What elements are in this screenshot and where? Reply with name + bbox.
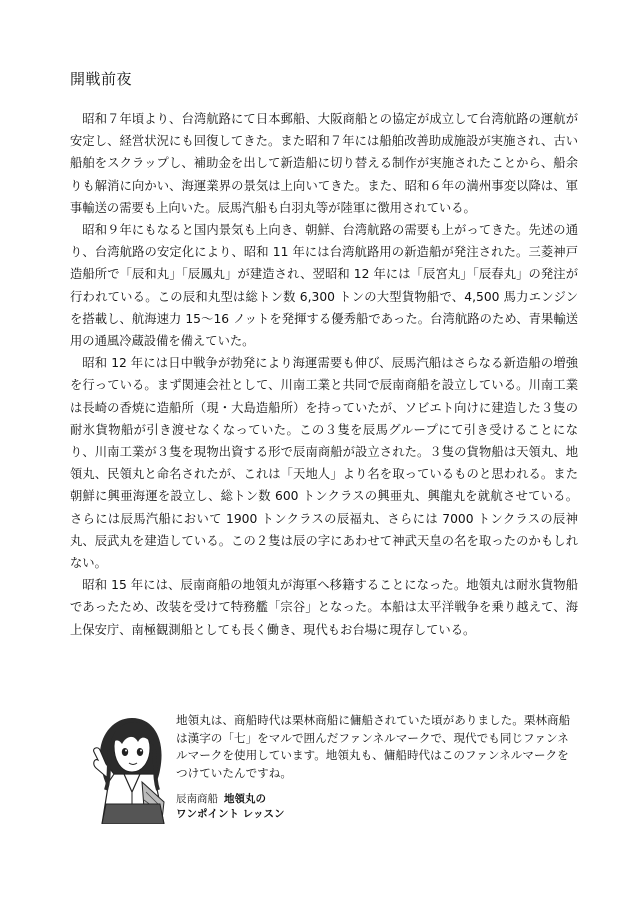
section-heading: 開戦前夜 xyxy=(70,70,133,88)
one-point-lesson xyxy=(76,712,576,832)
paragraph-4: 昭和 15 年には、辰南商船の地領丸が海軍へ移籍することになった。地領丸は耐氷貨物船であったため、改装を受けて特務艦「宗谷」となった。本船は太平洋戦争を乗り越えて、海上保安庁、南極観測船としても長く働き、現代もお台場に現存している。 xyxy=(70,578,578,637)
paragraph-1: 昭和７年頃より、台湾航路にて日本郵船、大阪商船との協定が成立して台湾航路の運航が安定し、経営状況にも回復してきた。また昭和７年には船舶改善助成施設が実施され、古い船舶をスクラップし、補助金を出して新造船に切り替える制作が実施されたことから、船余りも解消に向かい、海運業界の景気は上向いてきた。また、昭和６年の満州事変以降は、軍事輸送の需要も上向いた。辰馬汽船も白羽丸等が陸軍に徴用されている。 xyxy=(70,112,578,215)
body-text xyxy=(70,108,578,641)
paragraph-3: 昭和 12 年には日中戦争が勃発により海運需要も伸び、辰馬汽船はさらなる新造船の増強を行っている。まず関連会社として、川南工業と共同で辰南商船を設立している。川南工業は長崎の香焼に造船所（現・大島造船所）を持っていたが、ソビエト向けに建造した３隻の耐氷貨物船が引き渡せなくなっていた。この３隻を辰馬グループにて引き受けることになり、川南工業が３隻を現物出資する形で辰南商船が設立された。３隻の貨物船は天領丸、地領丸、民領丸と命名されたが、これは「天地人」より名を取っているものと思われる。また朝鮮に興亜海運を設立し、総トン数 600 トンクラスの興亜丸、興龍丸を就航させている。さらには辰馬汽船において 1900 トンクラスの辰福丸、さらには 7000 トンクラスの辰神丸、辰武丸を建造している。この２隻は辰の字にあわせて神武天皇の名を取ったのかもしれない。 xyxy=(70,356,578,571)
lesson-caption-company: 辰南商船 xyxy=(176,793,218,805)
lesson-text: 地領丸は、商船時代は栗林商船に傭船されていた頃がありました。栗林商船は漢字の「七」をマルで囲んだファンネルマークで、現代でも同じファンネルマークを使用しています。地領丸も、傭船時代はこのファンネルマークをつけていたんですね。 xyxy=(176,713,571,780)
lesson-caption-line-1 xyxy=(176,792,416,807)
paragraph-2: 昭和９年にもなると国内景気も上向き、朝鮮、台湾航路の需要も上がってきた。先述の通り、台湾航路の安定化により、昭和 11 年には台湾航路用の新造船が発注された。三菱神戸造船所で「辰和丸」「辰鳳丸」が建造され、翌昭和 12 年には「辰宮丸」「辰春丸」の発注が行われている。この辰和丸型は総トン数 6,300 トンの大型貨物船で、4,500 馬力エンジンを搭載し、航海速力 15〜16 ノットを発揮する優秀船であった。台湾航路のため、青果輸送用の通風冷蔵設備を備えていた。 xyxy=(70,223,578,349)
lesson-caption-ship: 地領丸の xyxy=(224,793,266,805)
mascot-illustration xyxy=(80,712,176,824)
lesson-caption-title: ワンポイント レッスン xyxy=(176,808,285,820)
lesson-caption xyxy=(176,792,416,822)
